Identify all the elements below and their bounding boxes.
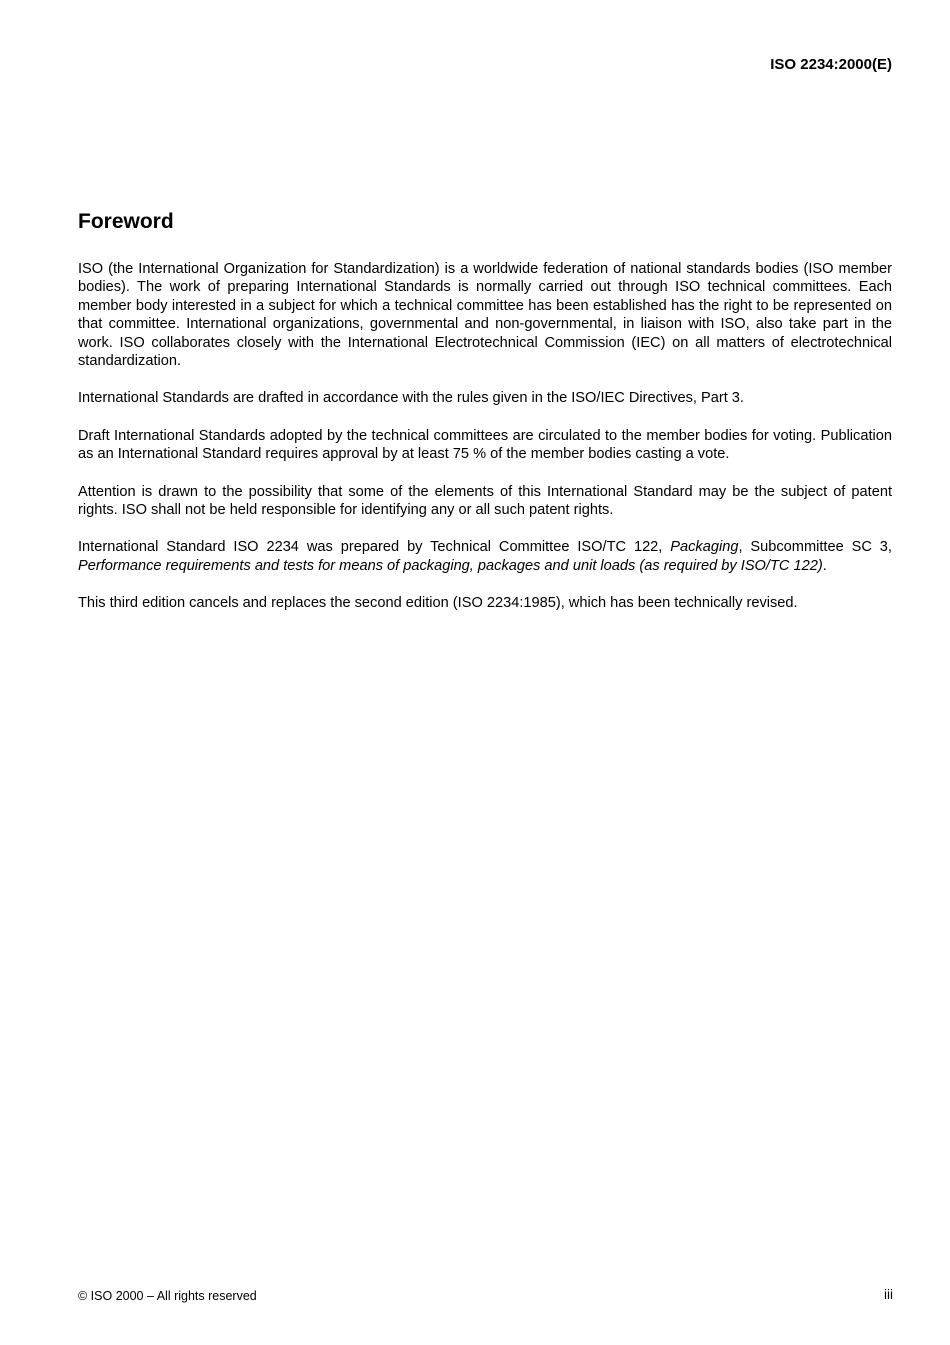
copyright-notice: © ISO 2000 – All rights reserved <box>78 1289 257 1303</box>
paragraph-voting: Draft International Standards adopted by the technical committees are circulated to the member bodies for voting. Publication as an International Standard requires approval by at least 75 % of the member bodies casting a vote. <box>78 427 892 463</box>
foreword-body <box>78 260 892 632</box>
subcommittee-title: Performance requirements and tests for means of packaging, packages and unit loads (as required by ISO/TC 122) <box>78 557 823 574</box>
paragraph-drafting-rules: International Standards are drafted in accordance with the rules given in the ISO/IEC Directives, Part 3. <box>78 390 744 407</box>
document-id: ISO 2234:2000(E) <box>770 56 892 73</box>
preparation-text-2: , Subcommittee SC 3, <box>738 539 892 556</box>
paragraph-edition: This third edition cancels and replaces the second edition (ISO 2234:1985), which has been technically revised. <box>78 595 798 612</box>
committee-title: Packaging <box>670 539 739 556</box>
preparation-text-3: . <box>822 557 827 574</box>
section-title: Foreword <box>78 210 174 233</box>
preparation-text-1: International Standard ISO 2234 was prepared by Technical Committee ISO/TC 122, <box>78 539 671 556</box>
paragraph-preparation <box>78 538 892 575</box>
paragraph-patent-rights: Attention is drawn to the possibility that some of the elements of this International Standard may be the subject of patent rights. ISO shall not be held responsible for identifying any or all such patent rights. <box>78 483 892 519</box>
paragraph-iso-description: ISO (the International Organization for Standardization) is a worldwide federation of national standards bodies (ISO member bodies). The work of preparing International Standards is normally carried out through ISO technical committees. Each member body interested in a subject for which a technical committee has been established has the right to be represented on that committee. International organizations, governmental and non-governmental, in liaison with ISO, also take part in the work. ISO collaborates closely with the International Electrotechnical Commission (IEC) on all matters of electrotechnical standardization. <box>78 261 892 370</box>
page-number: iii <box>884 1287 893 1302</box>
